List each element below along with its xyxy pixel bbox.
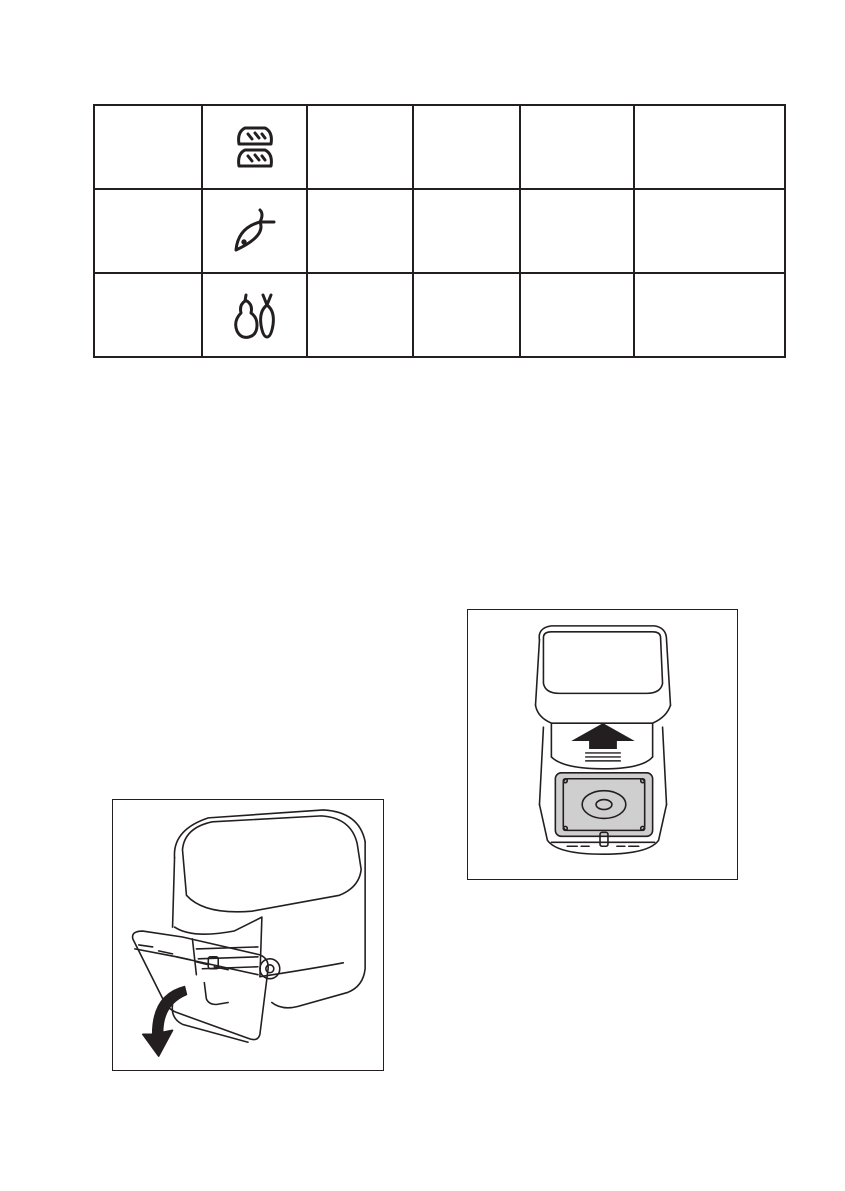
table-row bbox=[94, 105, 785, 189]
bread-loaves-icon bbox=[233, 122, 277, 172]
table-cell-icon bbox=[202, 273, 307, 357]
table-cell bbox=[634, 189, 785, 273]
vegetables-icon bbox=[229, 289, 281, 341]
table-cell-icon bbox=[202, 105, 307, 189]
air-fryer-insert-tray-drawing bbox=[468, 610, 737, 879]
table-cell bbox=[307, 105, 413, 189]
air-fryer-tray-insert-illustration bbox=[467, 609, 738, 880]
table-cell bbox=[413, 105, 520, 189]
table-cell bbox=[413, 189, 520, 273]
table-cell bbox=[520, 105, 634, 189]
table-cell bbox=[307, 273, 413, 357]
cooking-guide-table bbox=[93, 104, 786, 358]
air-fryer-door-opening-illustration bbox=[112, 799, 384, 1071]
table-cell bbox=[634, 273, 785, 357]
table-cell bbox=[520, 189, 634, 273]
table-cell bbox=[634, 105, 785, 189]
table-cell bbox=[520, 273, 634, 357]
table-cell bbox=[94, 105, 202, 189]
table-cell bbox=[94, 189, 202, 273]
table-cell bbox=[413, 273, 520, 357]
fish-icon bbox=[230, 206, 280, 256]
table-row bbox=[94, 189, 785, 273]
table-row bbox=[94, 273, 785, 357]
table-cell bbox=[307, 189, 413, 273]
air-fryer-open-door-drawing bbox=[113, 800, 383, 1070]
table-cell-icon bbox=[202, 189, 307, 273]
table-cell bbox=[94, 273, 202, 357]
